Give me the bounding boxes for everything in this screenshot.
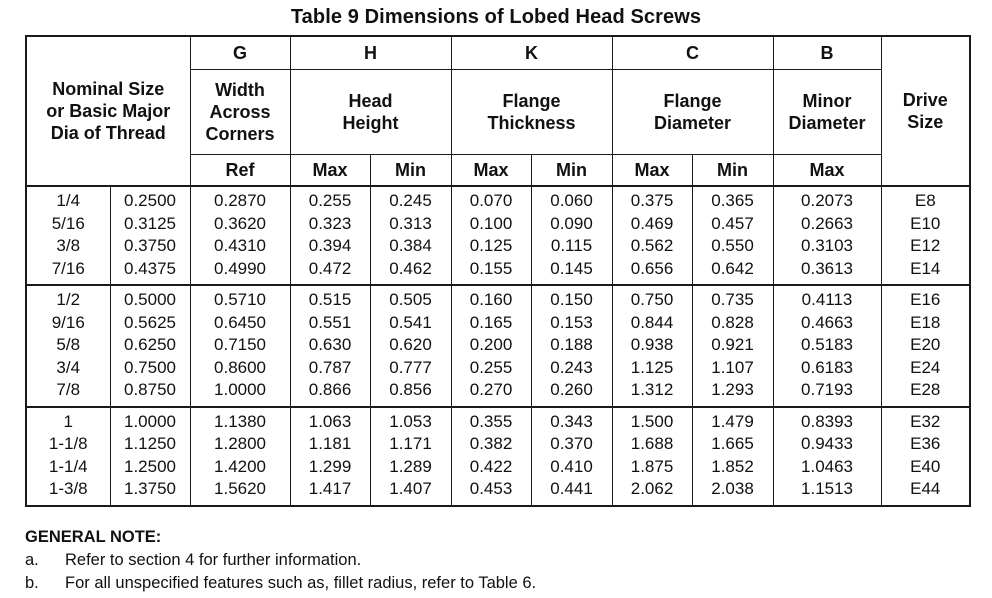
subheader-b-max: Max [773,155,881,187]
cell-b-max: 0.4113 0.4663 0.5183 0.6183 0.7193 [773,285,881,407]
cell-k-min: 0.343 0.370 0.410 0.441 [531,407,612,506]
minor-diameter-header: Minor Diameter [773,70,881,155]
note-item [25,572,536,595]
col-letter-h: H [290,36,451,70]
width-across-corners-header: Width Across Corners [190,70,290,155]
table-row [26,407,970,506]
col-letter-b: B [773,36,881,70]
cell-nominal: 1/2 9/16 5/8 3/4 7/8 [26,285,110,407]
table-row [26,186,970,285]
cell-c-min: 0.365 0.457 0.550 0.642 [692,186,773,285]
cell-h-max: 0.255 0.323 0.394 0.472 [290,186,370,285]
subheader-h-min: Min [370,155,451,187]
drive-size-header: Drive Size [881,36,970,186]
cell-g-ref: 1.1380 1.2800 1.4200 1.5620 [190,407,290,506]
note-item [25,549,536,572]
table-header [26,36,970,186]
flange-diameter-header: Flange Diameter [612,70,773,155]
cell-k-max: 0.160 0.165 0.200 0.255 0.270 [451,285,531,407]
table-group-2 [26,285,970,407]
note-text: For all unspecified features such as, fillet radius, refer to Table 6. [65,574,537,592]
dimensions-table [25,35,971,507]
cell-h-max: 0.515 0.551 0.630 0.787 0.866 [290,285,370,407]
flange-thickness-header: Flange Thickness [451,70,612,155]
cell-k-max: 0.070 0.100 0.125 0.155 [451,186,531,285]
cell-nominal: 1 1-1/8 1-1/4 1-3/8 [26,407,110,506]
cell-drive: E8 E10 E12 E14 [881,186,970,285]
subheader-k-max: Max [451,155,531,187]
cell-h-min: 0.505 0.541 0.620 0.777 0.856 [370,285,451,407]
note-label: b. [25,574,39,592]
subheader-c-min: Min [692,155,773,187]
cell-c-max: 1.500 1.688 1.875 2.062 [612,407,692,506]
subheader-h-max: Max [290,155,370,187]
cell-h-max: 1.063 1.181 1.299 1.417 [290,407,370,506]
cell-basic-dia: 0.5000 0.5625 0.6250 0.7500 0.8750 [110,285,190,407]
col-letter-g: G [190,36,290,70]
cell-drive: E32 E36 E40 E44 [881,407,970,506]
table-title: Table 9 Dimensions of Lobed Head Screws [290,6,702,28]
cell-h-min: 0.245 0.313 0.384 0.462 [370,186,451,285]
general-note-heading: GENERAL NOTE: [25,528,162,546]
cell-c-min: 1.479 1.665 1.852 2.038 [692,407,773,506]
head-height-header: Head Height [290,70,451,155]
subheader-ref: Ref [190,155,290,187]
cell-c-max: 0.375 0.469 0.562 0.656 [612,186,692,285]
cell-drive: E16 E18 E20 E24 E28 [881,285,970,407]
subheader-c-max: Max [612,155,692,187]
cell-basic-dia: 1.0000 1.1250 1.2500 1.3750 [110,407,190,506]
col-letter-c: C [612,36,773,70]
cell-basic-dia: 0.2500 0.3125 0.3750 0.4375 [110,186,190,285]
cell-h-min: 1.053 1.171 1.289 1.407 [370,407,451,506]
cell-b-max: 0.2073 0.2663 0.3103 0.3613 [773,186,881,285]
cell-nominal: 1/4 5/16 3/8 7/16 [26,186,110,285]
table-group-3 [26,407,970,506]
table-row [26,285,970,407]
cell-c-min: 0.735 0.828 0.921 1.107 1.293 [692,285,773,407]
cell-b-max: 0.8393 0.9433 1.0463 1.1513 [773,407,881,506]
table-group-1 [26,186,970,285]
col-letter-k: K [451,36,612,70]
cell-g-ref: 0.2870 0.3620 0.4310 0.4990 [190,186,290,285]
cell-k-min: 0.060 0.090 0.115 0.145 [531,186,612,285]
cell-c-max: 0.750 0.844 0.938 1.125 1.312 [612,285,692,407]
subheader-k-min: Min [531,155,612,187]
cell-k-max: 0.355 0.382 0.422 0.453 [451,407,531,506]
note-label: a. [25,551,39,569]
nominal-size-header: Nominal Size or Basic Major Dia of Thread [26,36,190,186]
cell-k-min: 0.150 0.153 0.188 0.243 0.260 [531,285,612,407]
note-text: Refer to section 4 for further information. [65,551,362,569]
general-notes [25,526,536,595]
cell-g-ref: 0.5710 0.6450 0.7150 0.8600 1.0000 [190,285,290,407]
